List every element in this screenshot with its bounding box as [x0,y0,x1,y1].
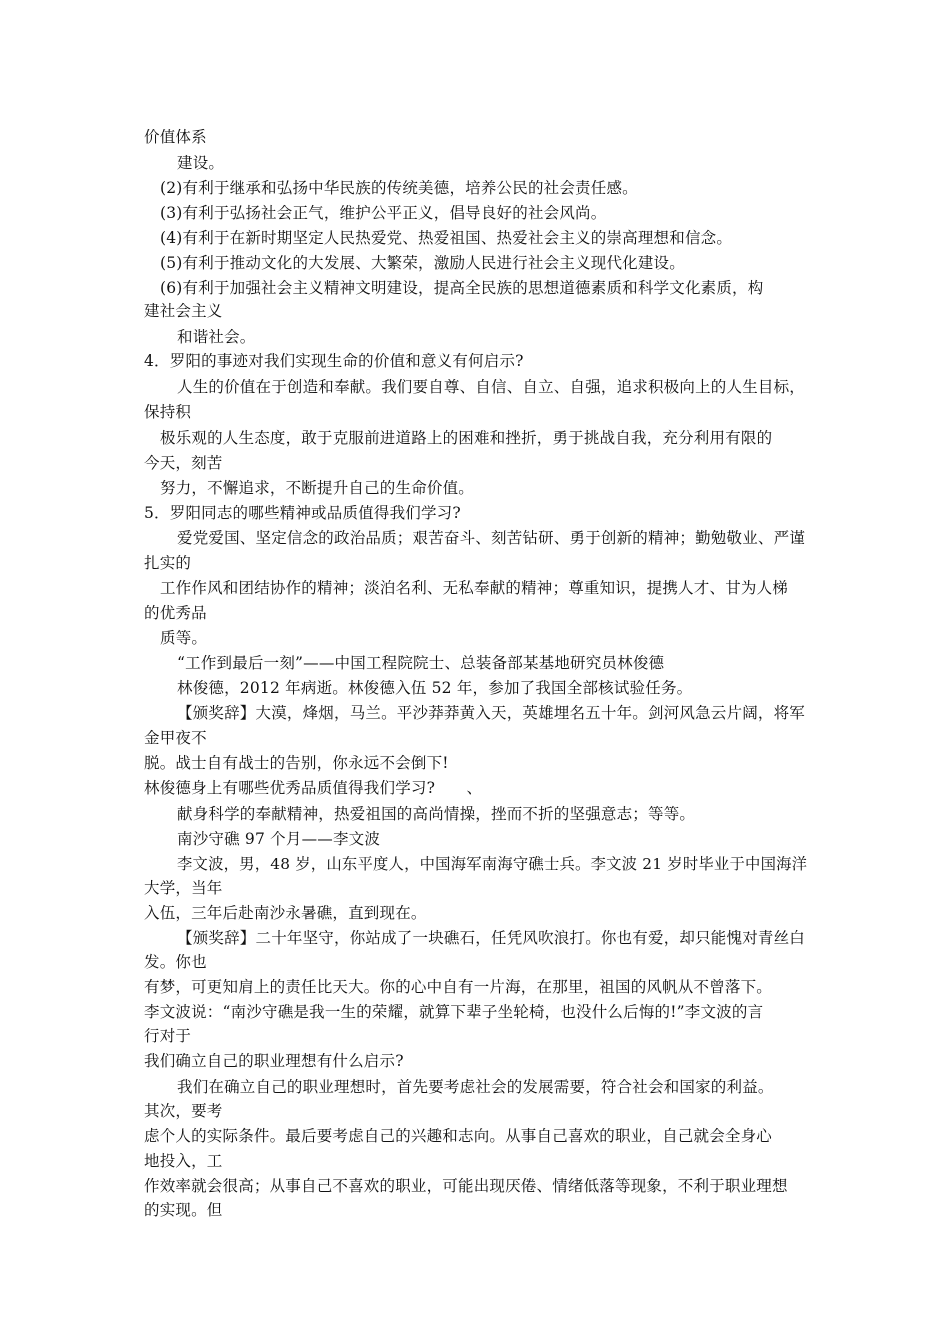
text-line: 行对于 [144,1027,192,1045]
text-line: 我们在确立自己的职业理想时，首先要考虑社会的发展需要，符合社会和国家的利益。 [177,1078,774,1096]
text-line: (4)有利于在新时期坚定人民热爱党、热爱祖国、热爱社会主义的崇高理想和信念。 [160,229,733,247]
text-line: 林俊德，2012 年病逝。林俊德入伍 52 年，参加了我国全部核试验任务。 [177,679,693,697]
text-line: 金甲夜不 [144,729,207,747]
question-heading: 林俊德身上有哪些优秀品质值得我们学习? 、 [144,779,483,797]
text-line: 和谐社会。 [177,328,256,346]
text-line: 质等。 [160,629,208,647]
text-line: 建社会主义 [144,302,223,320]
question-heading: 4．罗阳的事迹对我们实现生命的价值和意义有何启示? [144,352,524,370]
text-line: 虑个人的实际条件。最后要考虑自己的兴趣和志向。从事自己喜欢的职业，自己就会全身心 [144,1127,773,1145]
text-line: 大学，当年 [144,879,223,897]
text-line: (5)有利于推动文化的大发展、大繁荣，激励人民进行社会主义现代化建设。 [160,254,685,272]
text-line: 地投入，工 [144,1152,223,1170]
text-line: 作效率就会很高；从事自己不喜欢的职业，可能出现厌倦、情绪低落等现象，不利于职业理想 [144,1177,788,1195]
text-line: 李文波，男，48 岁，山东平度人，中国海军南海守礁士兵。李文波 21 岁时毕业于中国海洋 [177,855,808,873]
text-line: 献身科学的奉献精神，热爱祖国的高尚情操，挫而不折的坚强意志；等等。 [177,805,696,823]
text-line: (2)有利于继承和弘扬中华民族的传统美德，培养公民的社会责任感。 [160,179,638,197]
text-line: 爱党爱国、坚定信念的政治品质；艰苦奋斗、刻苦钻研、勇于创新的精神；勤勉敬业、严谨 [177,529,806,547]
text-line: 极乐观的人生态度，敢于克服前进道路上的困难和挫折，勇于挑战自我，充分利用有限的 [160,429,773,447]
text-line: 李文波说：“南沙守礁是我一生的荣耀，就算下辈子坐轮椅，也没什么后悔的!”李文波的言 [144,1003,764,1021]
text-line: 扎实的 [144,554,192,572]
section-heading: “工作到最后一刻”——中国工程院院士、总装备部某基地研究员林俊德 [177,654,665,672]
text-line: 发。你也 [144,953,207,971]
text-line: 入伍，三年后赴南沙永暑礁，直到现在。 [144,904,427,922]
text-line: 有梦，可更知肩上的责任比天大。你的心中自有一片海，在那里，祖国的风帆从不曾落下。 [144,978,773,996]
text-line: 今天，刻苦 [144,454,223,472]
question-heading: 我们确立自己的职业理想有什么启示? [144,1052,404,1070]
text-line: 人生的价值在于创造和奉献。我们要自尊、自信、自立、自强，追求积极向上的人生目标， [177,378,806,396]
text-line: 【颁奖辞】二十年坚守，你站成了一块礁石，任凭风吹浪打。你也有爱，却只能愧对青丝白 [177,929,806,947]
text-line: 的优秀品 [144,604,207,622]
text-line: 保持积 [144,403,192,421]
text-line: 【颁奖辞】大漠，烽烟，马兰。平沙莽莽黄入天，英雄埋名五十年。剑河风急云片阔，将军 [177,704,806,722]
text-line: 脱。战士自有战士的告别，你永远不会倒下! [144,754,449,772]
text-line: 其次，要考 [144,1102,223,1120]
text-line: 工作作风和团结协作的精神；淡泊名利、无私奉献的精神；尊重知识，提携人才、甘为人梯 [160,579,789,597]
text-line: 努力，不懈追求，不断提升自己的生命价值。 [160,479,475,497]
question-heading: 5．罗阳同志的哪些精神或品质值得我们学习? [144,504,461,522]
text-line: (6)有利于加强社会主义精神文明建设，提高全民族的思想道德素质和科学文化素质，构 [160,279,764,297]
text-line: 的实现。但 [144,1201,223,1219]
section-heading: 南沙守礁 97 个月——李文波 [177,830,381,848]
text-line: (3)有利于弘扬社会正气，维护公平正义，倡导良好的社会风尚。 [160,204,607,222]
text-line: 价值体系 [144,128,207,146]
text-line: 建设。 [177,154,225,172]
